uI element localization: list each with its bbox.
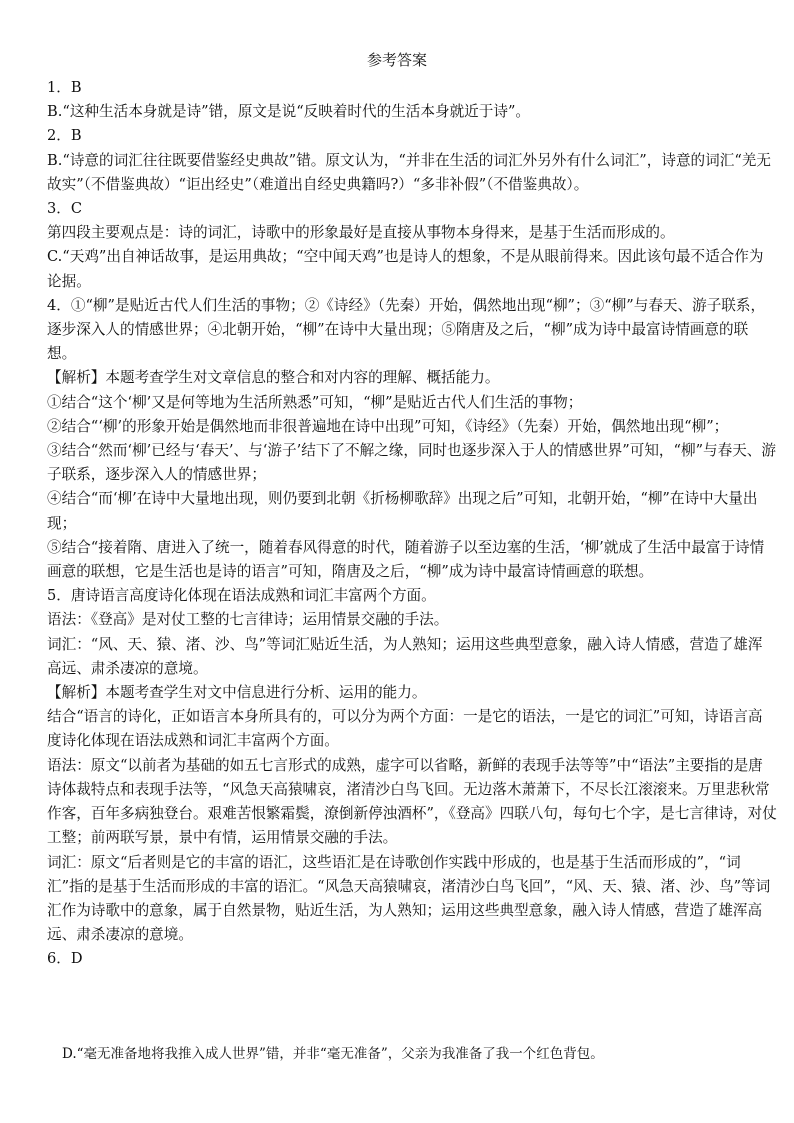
answer-5-analysis-heading: 【解析】本题考查学生对文中信息进行分析、运用的能力。 xyxy=(47,684,427,702)
answer-4-analysis-4: ④结合“而‘柳’在诗中大量地出现，则仍要到北朝《折杨柳歌辞》出现之后”可知，北朝开始，“柳”在诗中大量出现； xyxy=(47,490,758,532)
answer-3-explanation: C.“天鸡”出自神话故事，是运用典故；“空中闻天鸡”也是诗人的想象，不是从眼前得来。因此该句最不适合作为论据。 xyxy=(47,248,764,290)
answer-2-label: 2．B xyxy=(47,127,82,145)
page-title: 参考答案 xyxy=(366,51,427,69)
answer-5-analysis-vocabulary: 词汇：原文“后者则是它的丰富的语汇，这些语汇是在诗歌创作实践中形成的，也是基于生活而形成的”，“词汇”指的是基于生活而形成的丰富的语汇。“风急天高猿啸哀，渚清沙白鸟飞回”，“风、天、猿、渚、沙、鸟”等词汇作为诗歌中的意象，属于自然景物，贴近生活，为人熟知；运用这些典型意象，融入诗人情感，营造了雄浑高远、肃杀凄凉的意境。 xyxy=(47,853,771,944)
answer-6-explanation: D.“毫无准备地将我推入成人世界”错，并非“毫无准备”，父亲为我准备了我一个红色背包。 xyxy=(62,1046,604,1062)
answer-5-vocabulary: 词汇：“风、天、猿、渚、沙、鸟”等词汇贴近生活，为人熟知；运用这些典型意象，融入诗人情感，营造了雄浑高远、肃杀凄凉的意境。 xyxy=(47,635,763,677)
answer-4-analysis-2: ②结合“‘柳’的形象开始是偶然地而非很普遍地在诗中出现”可知，《诗经》（先秦）开始，偶然地出现“柳”； xyxy=(47,417,729,435)
answer-5-grammar: 语法：《登高》是对仗工整的七言律诗；运用情景交融的手法。 xyxy=(47,611,449,629)
answer-6-label: 6．D xyxy=(47,950,83,968)
answer-4-analysis-3: ③结合“然而‘柳’已经与‘春天’、与‘游子’结下了不解之缘，同时也逐步深入于人的情感世界”可知，“柳”与春天、游子联系，逐步深入人的情感世界； xyxy=(47,442,776,484)
answer-3-main-point: 第四段主要观点是：诗的词汇，诗歌中的形象最好是直接从事物本身得来，是基于生活而形成的。 xyxy=(47,224,675,242)
answer-4: 4．①“柳”是贴近古代人们生活的事物；②《诗经》（先秦）开始，偶然地出现“柳”；③“柳”与春天、游子联系，逐步深入人的情感世界；④北朝开始，“柳”在诗中大量出现；⑤隋唐及之后，“柳”成为诗中最富诗情画意的联想。 xyxy=(47,296,766,363)
answer-2-explanation: B.“诗意的词汇往往既要借鉴经史典故”错。原文认为，“并非在生活的词汇外另外有什么词汇”，诗意的词汇“羌无故实”（不借鉴典故）“讵出经史”（难道出自经史典籍吗?）“多非补假”（不借鉴典故）。 xyxy=(47,151,771,193)
answer-3-label: 3．C xyxy=(47,200,83,218)
answer-1-explanation: B.“这种生活本身就是诗”错，原文是说“反映着时代的生活本身就近于诗”。 xyxy=(47,103,531,121)
answer-4-analysis-1: ①结合“这个‘柳’又是何等地为生活所熟悉”可知，“柳”是贴近古代人们生活的事物； xyxy=(47,393,583,411)
answer-5: 5．唐诗语言高度诗化体现在语法成熟和词汇丰富两个方面。 xyxy=(47,587,436,605)
answer-4-analysis-5: ⑤结合“接着隋、唐进入了统一，随着春风得意的时代，随着游子以至边塞的生活，‘柳’就成了生活中最富于诗情画意的联想，它是生活也是诗的语言”可知，隋唐及之后，“柳”成为诗中最富诗情画意的联想。 xyxy=(47,538,765,581)
answer-4-analysis-heading: 【解析】本题考查学生对文章信息的整合和对内容的理解、概括能力。 xyxy=(47,369,500,387)
answer-5-analysis-intro: 结合“语言的诗化，正如语言本身所具有的，可以分为两个方面：一是它的语法，一是它的词汇”可知，诗语言高度诗化体现在语法成熟和词汇丰富两个方面。 xyxy=(47,708,763,750)
answer-body xyxy=(47,76,777,972)
answer-5-analysis-grammar: 语法：原文“以前者为基础的如五七言形式的成熟，虚字可以省略，新鲜的表现手法等等”中“语法”主要指的是唐诗体裁特点和表现手法等，“风急天高猿啸哀，渚清沙白鸟飞回。无边落木萧萧下，不尽长江滚滚来。万里悲秋常作客，百年多病独登台。艰难苦恨繁霜鬓，潦倒新停浊酒杯”，《登高》四联八句，每句七个字，是七言律诗，对仗工整；前两联写景，景中有情，运用情景交融的手法。 xyxy=(47,756,777,847)
answer-1-label: 1．B xyxy=(47,79,82,96)
